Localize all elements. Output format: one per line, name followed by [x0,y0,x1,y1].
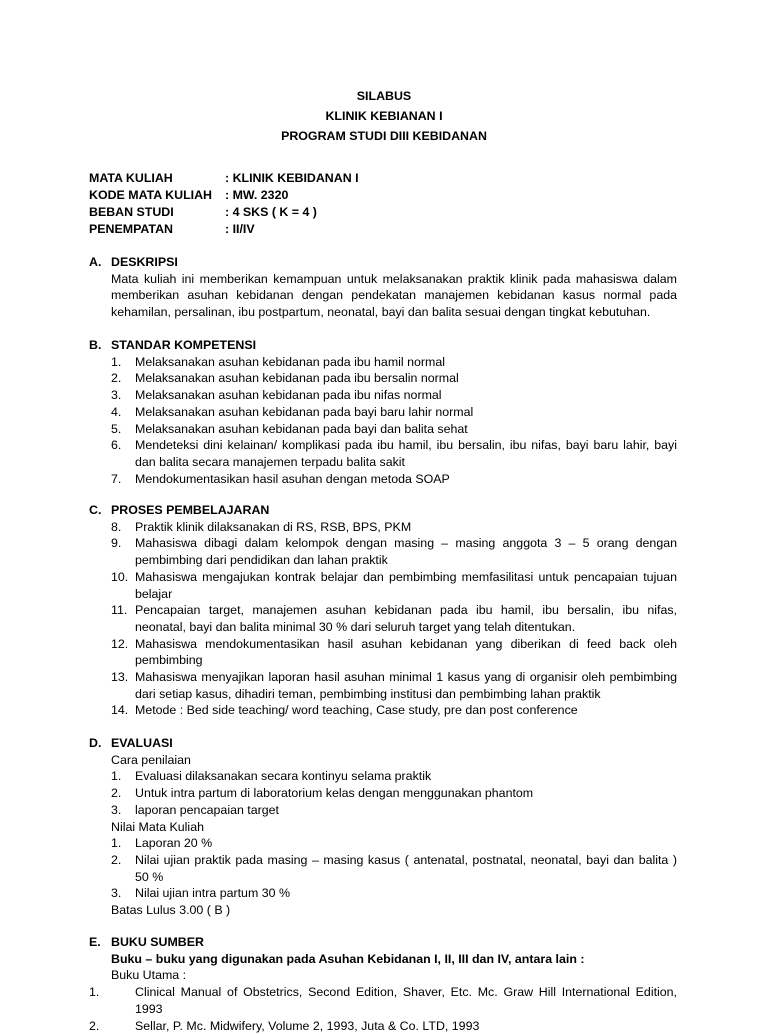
item-number: 12. [111,636,129,651]
list-item [111,519,677,536]
item-number: 2. [111,786,122,801]
list-item [111,768,677,785]
item-text: Sellar, P. Mc. Midwifery, Volume 2, 1993, Juta & Co. LTD, 1993 [135,1018,480,1033]
buku-subtitle: Buku – buku yang digunakan pada Asuhan Kebidanan I, II, III dan IV, antara lain : [111,951,585,966]
title-silabus: SILABUS [356,89,412,103]
item-text: laporan pencapaian target [135,802,279,817]
item-text: Nilai ujian intra partum 30 % [135,886,290,901]
section-heading [89,735,677,752]
meta-row-penempatan [89,221,359,238]
section-heading [89,934,677,951]
evaluasi-body [89,752,677,919]
meta-row-mata-kuliah [89,170,359,187]
list-item [111,535,677,568]
item-number: 6. [111,438,122,453]
section-letter: C. [89,503,102,517]
list-item [111,852,677,885]
section-proses-pembelajaran [89,502,677,719]
item-number: 1. [111,354,122,369]
nilai-mata-kuliah-label: Nilai Mata Kuliah [111,819,204,834]
item-number: 2. [111,852,122,867]
list-item [111,636,677,669]
section-letter: E. [89,935,101,949]
list-item [111,885,677,902]
section-standar-kompetensi [89,337,677,487]
title-program: PROGRAM STUDI DIII KEBIDANAN [281,129,487,143]
item-text: Laporan 20 % [135,836,213,851]
meta-label: MATA KULIAH [89,171,173,185]
list-item [111,835,677,852]
course-info [89,170,359,238]
item-number: 2. [89,1018,100,1033]
section-title: DESKRIPSI [111,255,178,269]
item-number: 11. [111,603,128,618]
deskripsi-text: Mata kuliah ini memberikan kemampuan untuk melaksanakan praktik klinik pada mahasiswa dalam memberikan asuhan kebidanan dengan pendekatan manajemen kebidanan kasus normal pada kehamilan, persalinan, ibu postpartum, neonatal, bayi dan balita sesuai dengan tingkat kebutuhan. [111,271,677,320]
item-text: Mahasiswa menyajikan laporan hasil asuhan minimal 1 kasus yang di organisir oleh pembimbing dari setiap kasus, dihadiri teman, pembimbing institusi dan pembimbing lahan praktik [135,670,677,701]
meta-value: : MW. 2320 [225,188,289,202]
item-number: 4. [111,404,122,419]
list-item [111,669,677,702]
list-item [111,354,677,371]
meta-row-kode [89,187,359,204]
pembelajaran-list [89,519,677,719]
meta-value: : KLINIK KEBIDANAN I [225,171,359,185]
section-letter: D. [89,736,102,750]
item-text: Mendokumentasikan hasil asuhan dengan metoda SOAP [135,471,450,486]
item-number: 1. [111,769,122,784]
item-text: Mendeteksi dini kelainan/ komplikasi pada ibu hamil, ibu bersalin, ibu nifas, bayi baru lahir, bayi dan balita secara manajemen terpadu balita sakit [135,438,677,469]
list-item [111,702,677,719]
item-text: Mahasiswa mendokumentasikan hasil asuhan kebidanan yang diberikan di feed back oleh pembimbing [135,636,677,668]
list-item [111,569,677,602]
item-text: Melaksanakan asuhan kebidanan pada bayi dan balita sehat [135,421,468,436]
item-number: 1. [111,836,122,851]
section-title: BUKU SUMBER [111,935,204,949]
section-heading [89,502,677,519]
item-number: 14. [111,703,129,718]
section-heading [89,337,677,354]
list-item [89,984,677,1017]
item-text: Evaluasi dilaksanakan secara kontinyu selama praktik [135,769,432,784]
section-evaluasi [89,735,677,919]
item-text: Mahasiswa mengajukan kontrak belajar dan pembimbing memfasilitasi untuk pencapaian tujuan belajar [135,569,677,601]
list-item [111,387,677,404]
buku-body [89,951,677,984]
meta-label: PENEMPATAN [89,222,173,236]
meta-value: : 4 SKS ( K = 4 ) [225,205,317,219]
buku-list [89,984,677,1034]
meta-label: KODE MATA KULIAH [89,188,212,202]
list-item [111,421,677,438]
title-course: KLINIK KEBIANAN I [325,109,443,123]
item-number: 9. [111,536,122,551]
list-item [111,785,677,802]
item-text: Mahasiswa dibagi dalam kelompok dengan masing – masing anggota 3 – 5 orang dengan pembimbing dari pendidikan dan lahan praktik [135,536,677,568]
section-letter: A. [89,255,102,269]
item-number: 3. [111,388,122,403]
item-text: Melaksanakan asuhan kebidanan pada bayi baru lahir normal [135,404,474,419]
item-number: 8. [111,519,122,534]
item-text: Untuk intra partum di laboratorium kelas dengan menggunakan phantom [135,786,534,801]
item-text: Melaksanakan asuhan kebidanan pada ibu nifas normal [135,388,442,403]
item-text: Melaksanakan asuhan kebidanan pada ibu bersalin normal [135,371,459,386]
item-text: Metode : Bed side teaching/ word teaching, Case study, pre dan post conference [135,703,578,718]
cara-penilaian-label: Cara penilaian [111,752,191,767]
meta-value: : II/IV [225,222,255,236]
batas-lulus: Batas Lulus 3.00 ( B ) [111,903,231,918]
item-number: 13. [111,670,129,685]
section-title: EVALUASI [111,736,173,750]
item-number: 2. [111,371,122,386]
item-number: 1. [89,985,100,1000]
section-title: STANDAR KOMPETENSI [111,338,257,352]
section-letter: B. [89,338,102,352]
list-item [111,602,677,635]
item-text: Clinical Manual of Obstetrics, Second Edition, Shaver, Etc. Mc. Graw Hill International Edition, 1993 [135,985,677,1016]
document-title-block [0,86,768,146]
list-item [111,437,677,470]
list-item [89,1018,677,1034]
item-text: Melaksanakan asuhan kebidanan pada ibu hamil normal [135,354,445,369]
meta-label: BEBAN STUDI [89,205,174,219]
section-buku-sumber [89,934,677,1034]
section-deskripsi [89,254,677,321]
list-item [111,471,677,488]
item-text: Praktik klinik dilaksanakan di RS, RSB, BPS, PKM [135,519,412,534]
item-text: Nilai ujian praktik pada masing – masing kasus ( antenatal, postnatal, neonatal, bayi dan balita ) 50 % [135,852,677,884]
item-number: 3. [111,802,122,817]
item-number: 7. [111,471,122,486]
kompetensi-list [89,354,677,488]
meta-row-beban [89,204,359,221]
list-item [111,404,677,421]
item-number: 3. [111,886,122,901]
item-text: Pencapaian target, manajemen asuhan kebidanan pada ibu hamil, ibu bersalin, ibu nifas, neonatal, bayi dan balita minimal 30 % dari seluruh target yang telah ditentukan. [135,603,677,634]
item-number: 10. [111,569,129,584]
item-number: 5. [111,421,122,436]
list-item [111,370,677,387]
section-title: PROSES PEMBELAJARAN [111,503,270,517]
buku-utama-label: Buku Utama : [111,968,187,983]
list-item [111,802,677,819]
section-heading [89,254,677,271]
